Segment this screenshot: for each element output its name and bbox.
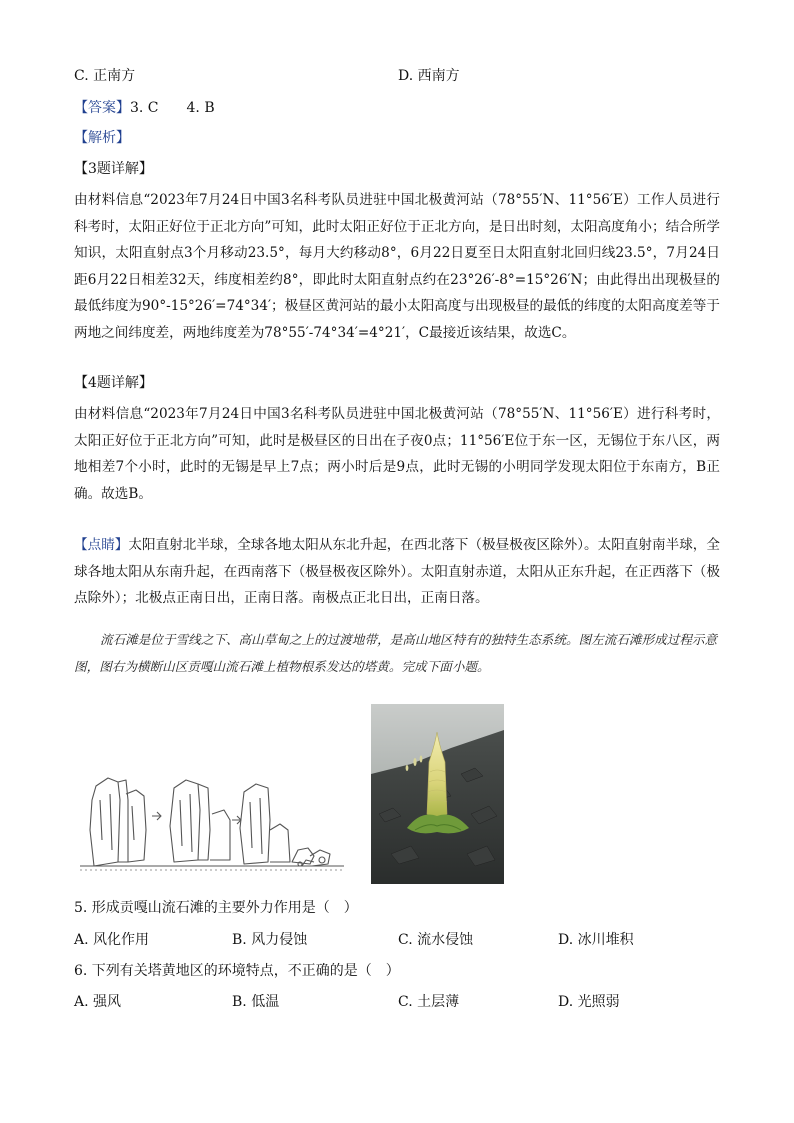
answer-line (74, 98, 215, 118)
q5-option-d[interactable]: D. 冰川堆积 (558, 932, 634, 948)
answer-text: 3. C 4. B (130, 100, 215, 116)
q3-explanation: 由材料信息“2023年7月24日中国3名科考队员进驻中国北极黄河站（78°55′N、11°56′E）工作人员进行科考时，太阳正好位于正北方向”可知，此时太阳正好位于正北方向，是日出时刻，太阳高度角小；结合所学知识，太阳直射点3个月移动23.5°，每月大约移动8°，6月22日夏至日太阳直射北回归线23.5°，7月24日距6月22日相差32天，纬度相差约8°，即此时太阳直射点约在23°26′-8°=15°26′N；由此得出出现极昼的最低纬度为90°-15°26′=74°34′；极昼区黄河站的最小太阳高度与出现极昼的最低的纬度的太阳高度差等于两地之间纬度差，两地纬度差为78°55′-74°34′=4°21′，C最接近该结果，故选C。 (74, 192, 720, 341)
tip-tag: 【点睛】 (74, 537, 129, 553)
q6-stem: 6. 下列有关塔黄地区的环境特点，不正确的是（ ） (74, 963, 400, 979)
q6-option-d[interactable]: D. 光照弱 (558, 994, 620, 1010)
q3-tag: 【3题详解】 (74, 161, 153, 177)
q5-stem: 5. 形成贡嘎山流石滩的主要外力作用是（ ） (74, 900, 358, 916)
q4-tag: 【4题详解】 (74, 375, 153, 391)
analysis-tag: 【解析】 (74, 130, 130, 146)
q4-explanation: 由材料信息“2023年7月24日中国3名科考队员进驻中国北极黄河站（78°55′N、11°56′E）进行科考时，太阳正好位于正北方向”可知，此时是极昼区的日出在子夜0点；11°56′E位于东一区，无锡位于东八区，两地相差7个小时，此时的无锡是早上7点；两小时后是9点，此时无锡的小明同学发现太阳位于东南方，B正确。故选B。 (74, 406, 720, 502)
rheum-nobile-photo (371, 704, 504, 884)
material-intro: 流石滩是位于雪线之下、高山草甸之上的过渡地带，是高山地区特有的独特生态系统。图左流石滩形成过程示意图，图右为横断山区贡嘎山流石滩上植物根系发达的塔黄。完成下面小题。 (74, 632, 718, 674)
q5-option-b[interactable]: B. 风力侵蚀 (232, 932, 308, 948)
q5-option-c[interactable]: C. 流水侵蚀 (398, 932, 474, 948)
q6-option-c[interactable]: C. 土层薄 (398, 994, 460, 1010)
tip-text: 太阳直射北半球，全球各地太阳从东北升起，在西北落下（极昼极夜区除外）。太阳直射南半球，全球各地太阳从东南升起，在西南落下（极昼极夜区除外）。太阳直射赤道，太阳从正东升起，在正西落下（极点除外）；北极点正南日出，正南日落。南极点正北日出，正南日落。 (74, 537, 720, 607)
q6-option-a[interactable]: A. 强风 (74, 994, 122, 1010)
option-c-prev: C. 正南方 (74, 68, 136, 84)
q6-option-b[interactable]: B. 低温 (232, 994, 280, 1010)
tip-paragraph (74, 532, 720, 612)
answer-tag: 【答案】 (74, 100, 130, 116)
option-d-prev: D. 西南方 (398, 68, 460, 84)
rock-formation-diagram (74, 770, 354, 888)
q5-option-a[interactable]: A. 风化作用 (74, 932, 150, 948)
